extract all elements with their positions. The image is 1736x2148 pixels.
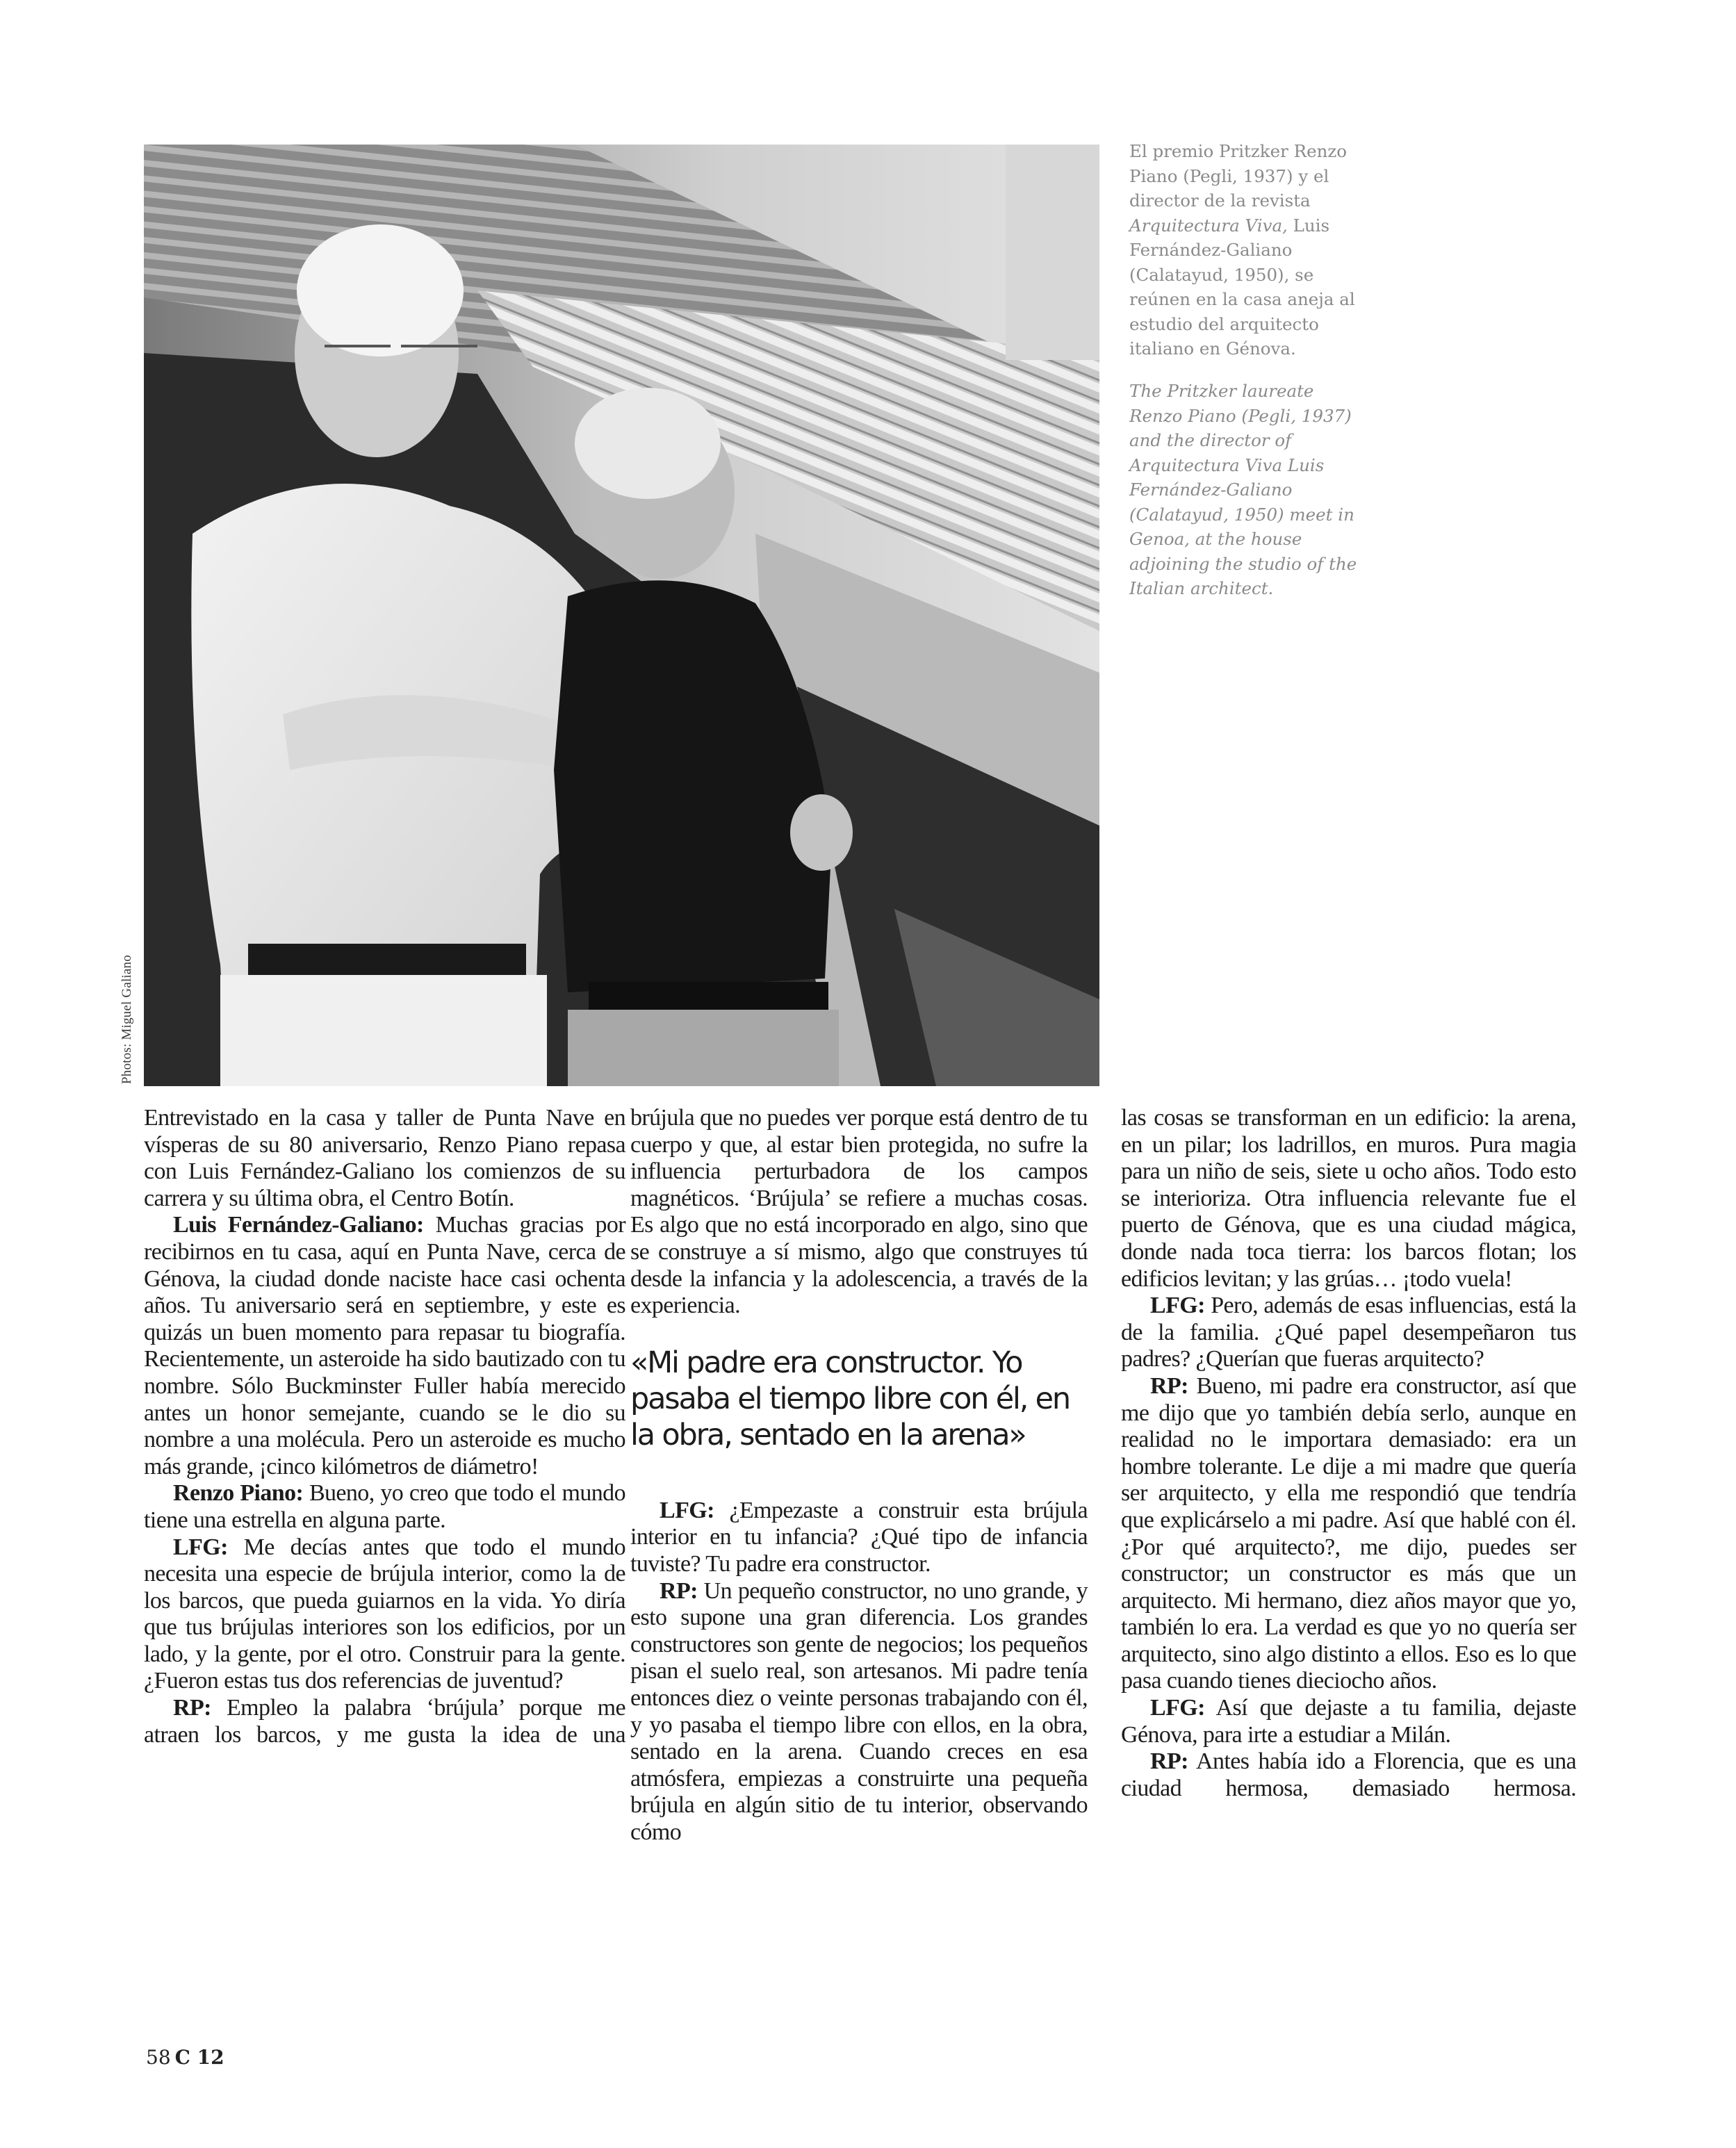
paragraph-text: Pero, además de esas influencias, está la de la familia. ¿Qué papel desempeñaron tus padres? ¿Querían que fueras arquitecto? <box>1121 1293 1576 1372</box>
speaker-label: LFG: <box>660 1497 714 1523</box>
speaker-label: RP: <box>1150 1372 1188 1399</box>
speaker-label: RP: <box>1150 1748 1188 1775</box>
caption-es-part: El premio Pritzker Renzo Piano (Pegli, 1937) y el director de la revista <box>1129 141 1348 211</box>
caption-es-magazine: Arquitectura Viva, <box>1129 215 1288 236</box>
interview-paragraph <box>630 1578 1088 1846</box>
interview-paragraph <box>1121 1293 1576 1373</box>
magazine-issue: C 12 <box>174 2046 224 2069</box>
article-column-2 <box>630 1105 1088 1846</box>
paragraph-text: ¿Empezaste a construir esta brújula interior en tu infancia? ¿Qué tipo de infancia tuviste? Tu padre era constructor. <box>630 1497 1088 1577</box>
interview-paragraph <box>1121 1373 1576 1695</box>
interview-paragraph <box>144 1212 625 1480</box>
paragraph-continued: las cosas se transforman en un edificio: la arena, en un pilar; los ladrillos, en muros. Pura magia para un niño de seis, siete u ocho años. Todo esto se interioriza. Otra influencia relevante fue el puerto de Génova, que es una ciudad mágica, donde nada toca tierra: los barcos flotan; los edificios levitan; y las grúas… ¡todo vuela! <box>1121 1105 1576 1292</box>
paragraph-text: Un pequeño constructor, no uno grande, y esto supone una gran diferencia. Los grandes constructores son gente de negocios; los pequeños pisan el suelo real, son artesanos. Mi padre tenía entonces diez o veinte personas trabajando con él, y yo pasaba el tiempo libre con ellos, en la obra, sentado en la arena. Cuando creces en esa atmósfera, empiezas a construirte una pequeña brújula en algún sitio de tu interior, observando cómo <box>630 1577 1088 1845</box>
portrait-photo <box>144 145 1099 1086</box>
paragraph-continued: brújula que no puedes ver porque está dentro de tu cuerpo y que, al estar bien protegida, no sufre la influencia perturbadora de los campos magnéticos. ‘Brújula’ se refiere a muchas cosas. Es algo que no está incorporado en algo, sino que se construye a sí mismo, algo que construyes tú desde la infancia y la adolescencia, a través de la experiencia. <box>630 1105 1088 1319</box>
caption-es-part: Luis Fernández-Galiano (Calatayud, 1950), se reúnen en la casa aneja al estudio del arquitecto italiano en Génova. <box>1129 215 1355 359</box>
speaker-label: LFG: <box>173 1534 228 1560</box>
speaker-label: Renzo Piano: <box>173 1480 304 1507</box>
paragraph-text: Empleo la palabra ‘brújula’ porque me atraen los barcos, y me gusta la idea de una <box>144 1695 625 1748</box>
article-column-3 <box>1121 1105 1576 1802</box>
speaker-label: RP: <box>660 1577 698 1604</box>
speaker-label: LFG: <box>1150 1293 1205 1319</box>
interview-paragraph <box>1121 1695 1576 1748</box>
paragraph-text: Bueno, yo creo que todo el mundo tiene una estrella en alguna parte. <box>144 1480 625 1533</box>
paragraph-text: Así que dejaste a tu familia, dejaste Génova, para irte a estudiar a Milán. <box>1121 1695 1576 1748</box>
paragraph-text: Antes había ido a Florencia, que es una ciudad hermosa, demasiado hermosa. <box>1121 1748 1576 1801</box>
photo-image <box>144 145 1099 1086</box>
interview-paragraph <box>144 1695 625 1748</box>
paragraph-text: Muchas gracias por recibirnos en tu casa, aquí en Punta Nave, cerca de Génova, la ciudad donde naciste hace casi ochenta años. Tu aniversario será en septiembre, y este es quizás un buen momento para repasar tu biografía. Recientemente, un asteroide ha sido bautizado con tu nombre. Sólo Buckminster Fuller había merecido antes un honor semejante, cuando se le dio su nombre a una molécula. Pero un asteroide es mucho más grande, ¡cinco kilómetros de diámetro! <box>144 1212 625 1479</box>
interview-paragraph <box>144 1534 625 1696</box>
article-intro: Entrevistado en la casa y taller de Punta Nave en vísperas de su 80 aniversario, Renzo Piano repasa con Luis Fernández-Galiano los comienzos de su carrera y su última obra, el Centro Botín. <box>144 1105 625 1211</box>
speaker-label: RP: <box>173 1695 211 1721</box>
photo-credit: Photos: Miguel Galiano <box>120 955 134 1084</box>
caption-english: The Pritzker laureate Renzo Piano (Pegli, 1937) and the director of Arquitectura Viva Luis Fernández-Galiano (Calatayud, 1950) meet in Genoa, at the house adjoining the studio of the Italian architect. <box>1129 381 1357 598</box>
caption-spanish <box>1129 139 1359 361</box>
page-folio <box>146 2046 224 2069</box>
interview-paragraph <box>1121 1748 1576 1802</box>
page-number: 58 <box>146 2046 171 2069</box>
article-column-1 <box>144 1105 625 1748</box>
paragraph-text: Bueno, mi padre era constructor, así que me dijo que yo también debía serlo, aunque en realidad no le importara demasiado: era un hombre tolerante. Le dije a mi madre que quería ser arquitecto, y ella me respondió que tendría que explicárselo a mi padre. Así que hablé con él. ¿Por qué arquitecto?, me dijo, puedes ser constructor; un constructor es más que un arquitecto. Mi hermano, diez años mayor que yo, también lo era. La verdad es que yo no quería ser arquitecto, sino algo distinto a ellos. Eso es lo que pasa cuando tienes dieciocho años. <box>1121 1372 1576 1694</box>
pull-quote: «Mi padre era constructor. Yo pasaba el tiempo libre con él, en la obra, sentado en la arena» <box>630 1345 1070 1452</box>
interview-paragraph <box>630 1498 1088 1578</box>
speaker-label: LFG: <box>1150 1695 1205 1721</box>
interview-paragraph <box>144 1480 625 1534</box>
speaker-label: Luis Fernández-Galiano: <box>173 1212 424 1238</box>
paragraph-text: Me decías antes que todo el mundo necesita una especie de brújula interior, como la de los barcos, que pueda guiarnos en la vida. Yo diría que tus brújulas interiores son los edificios, por un lado, y la gente, por el otro. Construir para la gente. ¿Fueron estas tus dos referencias de juventud? <box>144 1534 625 1694</box>
